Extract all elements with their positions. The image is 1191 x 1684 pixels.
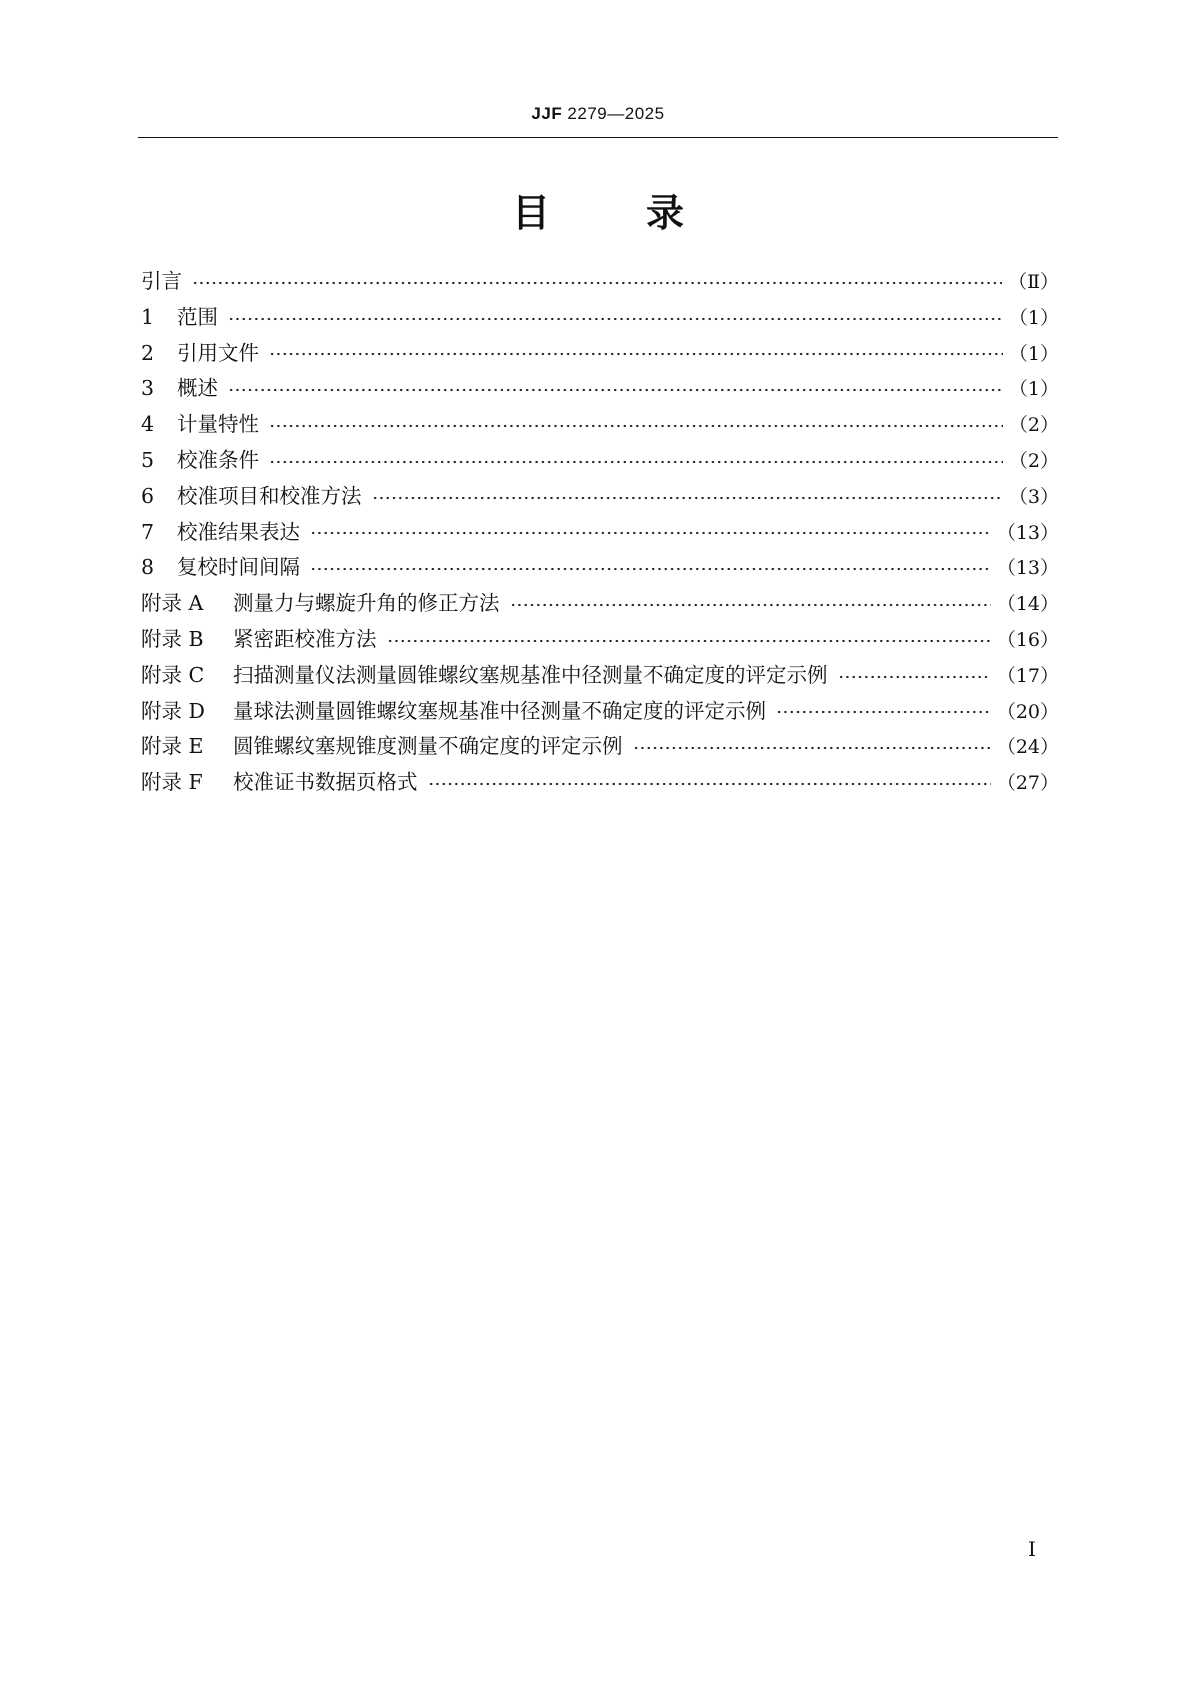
- toc-entry-label: 圆锥螺纹塞规锥度测量不确定度的评定示例: [233, 734, 623, 759]
- toc-entry-label: 校准条件: [177, 447, 259, 472]
- toc-entry-page: （16）: [996, 628, 1059, 651]
- toc-entry-label: 引言: [141, 269, 182, 293]
- toc-entry-page: （2）: [1008, 414, 1059, 437]
- toc-entry-page: （1）: [1008, 342, 1059, 365]
- toc-dot-leader: [310, 567, 991, 571]
- toc-entry-label: 校准结果表达: [177, 519, 300, 544]
- document-code-prefix: JJF: [531, 104, 563, 123]
- toc-entry-4[interactable]: [141, 407, 1059, 443]
- table-of-contents: [141, 264, 1059, 801]
- toc-entry-number: 附录 D: [141, 698, 205, 723]
- toc-entry-page: （27）: [996, 772, 1059, 795]
- toc-dot-leader: [310, 531, 991, 535]
- toc-entry-label: 测量力与螺旋升角的修正方法: [233, 591, 500, 616]
- toc-dot-leader: [387, 639, 991, 643]
- toc-entry-number: 5: [141, 447, 155, 472]
- toc-entry-label: 量球法测量圆锥螺纹塞规基准中径测量不确定度的评定示例: [233, 698, 766, 723]
- toc-dot-leader: [633, 746, 991, 750]
- toc-entry-number: 7: [141, 519, 155, 544]
- toc-entry-label: 校准证书数据页格式: [233, 770, 418, 795]
- toc-dot-leader: [428, 782, 991, 786]
- toc-dot-leader: [776, 710, 991, 714]
- toc-entry-1[interactable]: [141, 300, 1059, 336]
- toc-entry-appendix-f[interactable]: [141, 765, 1059, 801]
- toc-entry-appendix-d[interactable]: [141, 694, 1059, 730]
- toc-entry-page: （1）: [1008, 306, 1059, 329]
- toc-entry-label: 复校时间间隔: [177, 555, 300, 580]
- toc-entry-page: （3）: [1008, 485, 1059, 508]
- toc-entry-2[interactable]: [141, 336, 1059, 372]
- toc-dot-leader: [192, 281, 1002, 285]
- toc-entry-page: （13）: [996, 521, 1059, 544]
- toc-dot-leader: [510, 603, 991, 607]
- toc-dot-leader: [269, 352, 1003, 356]
- toc-entry-page: （14）: [996, 593, 1059, 616]
- toc-entry-number: 6: [141, 483, 155, 508]
- toc-entry-label: 范围: [177, 304, 218, 329]
- toc-entry-page: （20）: [996, 700, 1059, 723]
- toc-entry-label: 紧密距校准方法: [233, 626, 377, 651]
- toc-entry-label: 扫描测量仪法测量圆锥螺纹塞规基准中径测量不确定度的评定示例: [233, 662, 828, 687]
- toc-entry-appendix-e[interactable]: [141, 729, 1059, 765]
- toc-entry-5[interactable]: [141, 443, 1059, 479]
- toc-entry-number: 附录 E: [141, 734, 204, 759]
- toc-entry-number: 8: [141, 555, 155, 580]
- toc-entry-page: （13）: [996, 557, 1059, 580]
- toc-entry-appendix-b[interactable]: [141, 622, 1059, 658]
- toc-entry-3[interactable]: [141, 371, 1059, 407]
- toc-dot-leader: [372, 496, 1003, 500]
- toc-entry-number: 附录 F: [141, 770, 203, 795]
- page-number: Ⅰ: [1028, 1537, 1036, 1561]
- toc-entry-number: 1: [141, 304, 155, 329]
- toc-entry-label: 校准项目和校准方法: [177, 483, 362, 508]
- toc-dot-leader: [269, 460, 1003, 464]
- toc-entry-page: （1）: [1008, 378, 1059, 401]
- toc-dot-leader: [838, 675, 991, 679]
- toc-entry-appendix-a[interactable]: [141, 586, 1059, 622]
- page-title-char-2: 录: [646, 191, 685, 235]
- toc-entry-number: 3: [141, 376, 155, 401]
- toc-entry-number: 4: [141, 412, 155, 437]
- toc-entry-page: （24）: [996, 736, 1059, 759]
- page-title-char-1: 目: [511, 191, 550, 235]
- document-code-header: [138, 104, 1058, 124]
- toc-entry-label: 计量特性: [177, 412, 259, 437]
- header-divider: [138, 137, 1058, 138]
- toc-entry-8[interactable]: [141, 550, 1059, 586]
- document-code-number: 2279—2025: [562, 104, 665, 123]
- toc-entry-page: （17）: [996, 664, 1059, 687]
- toc-entry-appendix-c[interactable]: [141, 658, 1059, 694]
- toc-entry-page: （2）: [1008, 449, 1059, 472]
- toc-entry-introduction[interactable]: [141, 264, 1059, 300]
- toc-dot-leader: [228, 317, 1003, 321]
- toc-entry-6[interactable]: [141, 479, 1059, 515]
- toc-entry-page: （Ⅱ）: [1008, 271, 1059, 293]
- toc-dot-leader: [269, 424, 1003, 428]
- page-title: [138, 182, 1058, 237]
- toc-entry-number: 2: [141, 340, 155, 365]
- toc-entry-number: 附录 A: [141, 591, 204, 616]
- toc-entry-number: 附录 B: [141, 626, 204, 651]
- toc-entry-number: 附录 C: [141, 662, 205, 687]
- toc-dot-leader: [228, 388, 1003, 392]
- toc-entry-7[interactable]: [141, 515, 1059, 551]
- toc-entry-label: 引用文件: [177, 340, 259, 365]
- toc-entry-label: 概述: [177, 376, 218, 401]
